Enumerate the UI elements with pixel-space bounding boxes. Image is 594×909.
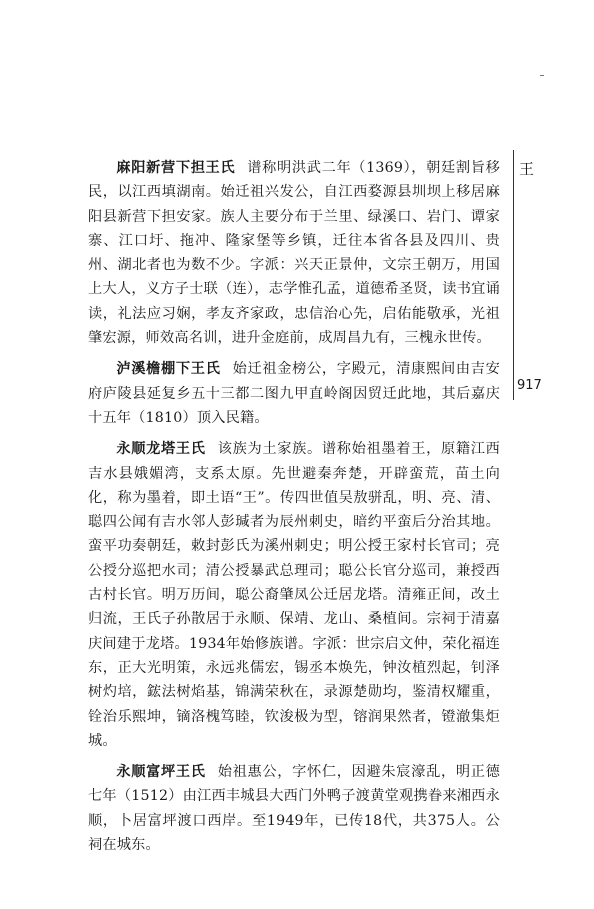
scan-mark [540, 75, 544, 76]
entry-title: 永顺龙塔王氏 [116, 441, 206, 458]
entry-title: 麻阳新营下担王氏 [116, 160, 236, 176]
entry-yongshun-longta [88, 437, 500, 753]
entry-luxi-yanpengxia [88, 357, 500, 430]
entry-text: 谱称明洪武二年（1369），朝廷割旨移民，以江西填湖南。始迁祖兴发公，自江西婺源县圳坝上移居麻阳县新营下担安家。族人主要分布于兰里、绿溪口、岩门、谭家寨、江口圩、拖冲、隆家堡等乡镇，迁往本省各县及四川、贵州、湖北者也为数不少。字派：兴天正景仲，文宗王朝万，用国上大人，义方子士联（连），志学惟孔孟，道德希圣贤，读书宜诵读，礼法应习娴，孝友齐家政，忠信治心先，启佑能敬承，光祖肇宏源，师效高名训，进升金庭前，成周昌九有，三槐永世传。 [88, 160, 500, 347]
margin-rule [513, 150, 514, 400]
entry-title: 泸溪檐棚下王氏 [116, 361, 221, 378]
entry-yongshun-fuping [88, 760, 500, 857]
entry-text: 该族为土家族。谱称始祖墨着王，原籍江西吉水县娥媚湾，支系太原。先世避秦奔楚，开辟蛮荒，苗土向化，称为墨着，即土语“王”。传四世值吴敖骈乱，明、亮、清、聪四公闻有吉水邻人彭瑊者为辰州刺史，暗约平蛮后分治其地。蛮平功奏朝廷，敕封彭氏为溪州刺史；明公授王家村长官司；亮公授分巡把水司；清公授暴武总理司；聪公长官分巡司，兼授西古村长官。明万历间，聪公裔肇凤公迁居龙塔。清雍正间，改土归流，王氏子孙散居于永顺、保靖、龙山、桑植间。宗祠于清嘉庆间建于龙塔。1934年始修族谱。字派：世宗启文仲，荣化福连东，正大光明策，永远兆儒宏，锡丞本焕先，钟汝植烈起，钊泽树灼培，鋐法树焰基，锦满荣秋在，录源楚勋均，鉴清权耀重，铨治乐熙坤，镝洛槐笃睦，钦浚极为型，镕润果然者，镫澈集炬城。 [88, 441, 500, 749]
entry-title: 永顺富坪王氏 [116, 764, 206, 781]
entry-text: 始迁祖金榜公，字殿元，清康熙间由吉安府庐陵县延复乡五十三都二图九甲直岭阁因贸迁此地，其后嘉庆十五年（1810）顶入民籍。 [88, 361, 500, 426]
entry-text: 始祖惠公，字怀仁，因避朱宸濠乱，明正德七年（1512）由江西丰城县大西门外鸭子渡黄堂观携眷来湘西永顺，卜居富坪渡口西岸。至1949年，已传18代，共375人。公祠在城东。 [88, 764, 500, 854]
entry-mayang-xinying-xiadan [88, 156, 500, 350]
page-body [88, 156, 500, 864]
page-number: 917 [517, 378, 542, 393]
section-label: 王 [519, 160, 535, 178]
